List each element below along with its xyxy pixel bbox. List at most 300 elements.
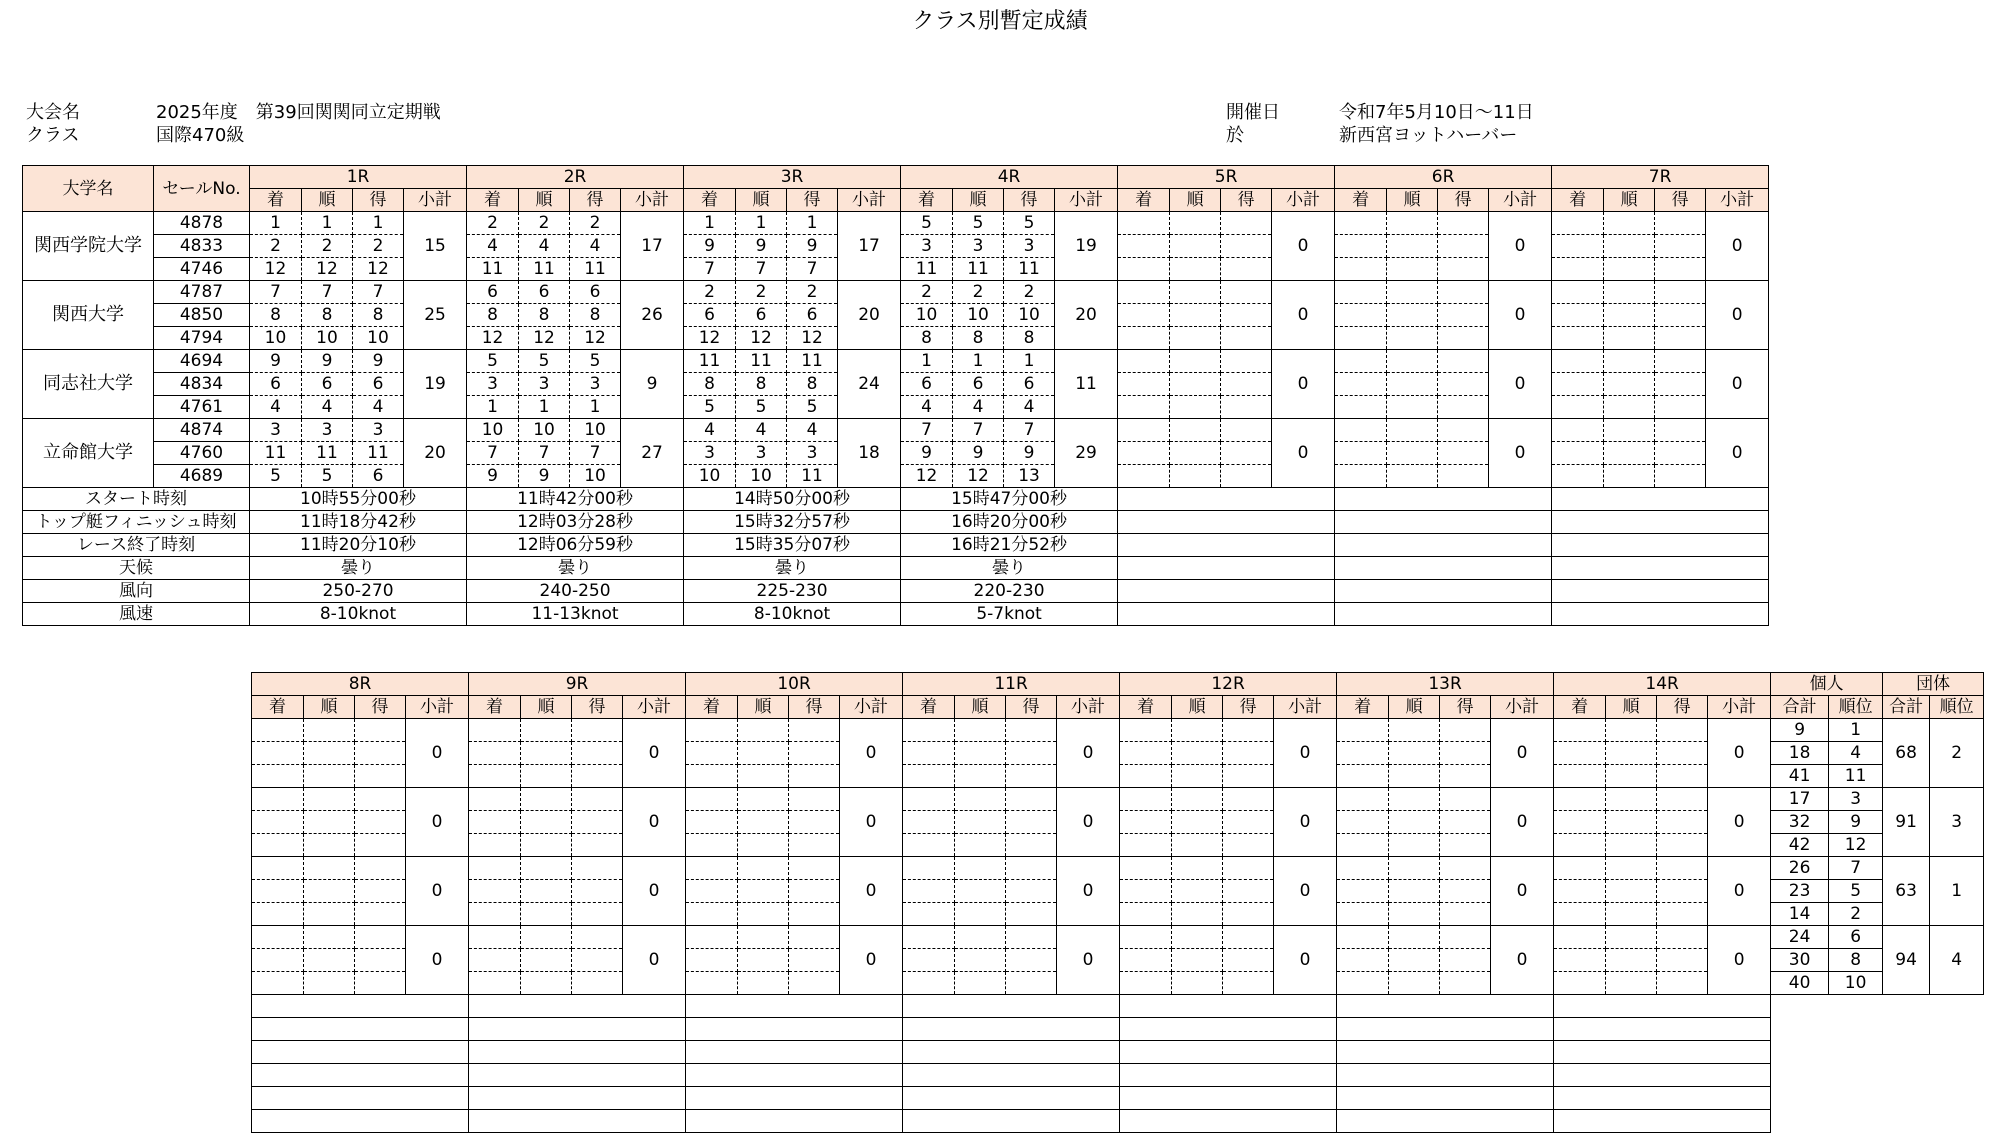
sub-header: 得 (1657, 696, 1708, 719)
race-score (572, 880, 623, 903)
race-score (1389, 926, 1440, 949)
sail-number: 4787 (154, 281, 250, 304)
race-score (1337, 857, 1389, 880)
race-subtotal: 27 (621, 419, 684, 488)
race-score (789, 742, 840, 765)
condition-value: 12時03分28秒 (467, 511, 684, 534)
race-score: 4 (787, 419, 838, 442)
condition-row (23, 534, 1769, 557)
race-score: 6 (953, 373, 1004, 396)
race-score (469, 811, 521, 834)
race-score (1118, 258, 1170, 281)
race-score (1438, 396, 1489, 419)
race-score (1604, 396, 1655, 419)
race-score (903, 765, 955, 788)
race-score (1223, 857, 1274, 880)
race-score (1655, 373, 1706, 396)
race-subtotal: 0 (1274, 788, 1337, 857)
race-score (1655, 258, 1706, 281)
race-score (1170, 327, 1221, 350)
sail-number: 4694 (154, 350, 250, 373)
race-score: 1 (953, 350, 1004, 373)
individual-header: 個人 (1771, 673, 1883, 696)
race-subtotal: 0 (1489, 419, 1552, 488)
race-score: 12 (353, 258, 404, 281)
race-score (1337, 834, 1389, 857)
race-score: 4 (519, 235, 570, 258)
race-score (1604, 235, 1655, 258)
race-score (304, 926, 355, 949)
race-subtotal: 0 (1272, 281, 1335, 350)
condition-value (1337, 1041, 1554, 1064)
class-value: 国際470級 (156, 125, 245, 146)
race-subtotal: 0 (623, 788, 686, 857)
sub-header: 得 (789, 696, 840, 719)
race-score: 1 (353, 212, 404, 235)
condition-value: 8-10knot (250, 603, 467, 626)
race-score (469, 972, 521, 995)
condition-value (1552, 488, 1769, 511)
race-score: 1 (787, 212, 838, 235)
race-score: 1 (467, 396, 519, 419)
table-row (23, 212, 1769, 235)
race-score (738, 949, 789, 972)
condition-value (1120, 1018, 1337, 1041)
race-score (1440, 880, 1491, 903)
race-score (1170, 396, 1221, 419)
race-score (1552, 258, 1604, 281)
race-subtotal: 0 (1706, 212, 1769, 281)
race-subtotal: 24 (838, 350, 901, 419)
race-score (1552, 350, 1604, 373)
blank-cell (1771, 1041, 1984, 1064)
race-score (304, 972, 355, 995)
race-score (1554, 949, 1606, 972)
race-score (1389, 811, 1440, 834)
race-score (1118, 396, 1170, 419)
race-score: 7 (736, 258, 787, 281)
condition-value: 15時47分00秒 (901, 488, 1118, 511)
race-score (1118, 465, 1170, 488)
race-score (686, 719, 738, 742)
sub-header: 順 (1604, 189, 1655, 212)
condition-value: 15時32分57秒 (684, 511, 901, 534)
race-subtotal: 26 (621, 281, 684, 350)
condition-value: 11時18分42秒 (250, 511, 467, 534)
condition-value (1552, 580, 1769, 603)
race-score (1554, 926, 1606, 949)
empty-condition-row (252, 1110, 1984, 1133)
condition-label: 風速 (23, 603, 250, 626)
race-score (469, 903, 521, 926)
race-score: 6 (570, 281, 621, 304)
blank-cell (1771, 1064, 1984, 1087)
race-score (1440, 949, 1491, 972)
race-score (1657, 742, 1708, 765)
race-score: 12 (787, 327, 838, 350)
race-score (1389, 719, 1440, 742)
race-score (1120, 719, 1172, 742)
race-score: 4 (250, 396, 302, 419)
race-score: 2 (787, 281, 838, 304)
race-score (1387, 258, 1438, 281)
race-score (789, 719, 840, 742)
empty-condition-row (252, 1064, 1984, 1087)
condition-value: 16時20分00秒 (901, 511, 1118, 534)
sub-header: 小計 (404, 189, 467, 212)
race-score (1389, 880, 1440, 903)
race-score (1604, 465, 1655, 488)
sub-header: 得 (1438, 189, 1489, 212)
individual-rank: 4 (1829, 742, 1883, 765)
race-score (1606, 857, 1657, 880)
race-score (469, 857, 521, 880)
race-score: 11 (736, 350, 787, 373)
race-score: 10 (250, 327, 302, 350)
event-value: 2025年度 第39回関関同立定期戦 (156, 102, 441, 123)
race-score (252, 972, 304, 995)
race-subtotal: 0 (1057, 857, 1120, 926)
race-score (1389, 903, 1440, 926)
condition-value (686, 1087, 903, 1110)
race-score (572, 949, 623, 972)
race-score (1440, 742, 1491, 765)
race-score (955, 742, 1006, 765)
race-subtotal: 0 (1708, 857, 1771, 926)
race-score (1006, 788, 1057, 811)
sail-number: 4834 (154, 373, 250, 396)
race-score (252, 742, 304, 765)
sail-number: 4874 (154, 419, 250, 442)
race-score (355, 811, 406, 834)
race-subtotal: 0 (1491, 788, 1554, 857)
race-score (1387, 373, 1438, 396)
sail-number: 4760 (154, 442, 250, 465)
race-score (1118, 419, 1170, 442)
race-score (1387, 442, 1438, 465)
sub-header: 着 (903, 696, 955, 719)
race-score: 6 (1004, 373, 1055, 396)
race-score (1120, 811, 1172, 834)
race-score (1170, 373, 1221, 396)
race-score (1438, 350, 1489, 373)
race-score: 4 (467, 235, 519, 258)
race-subtotal: 0 (840, 719, 903, 788)
race-score (1172, 811, 1223, 834)
condition-value (1120, 1110, 1337, 1133)
race-score (1606, 742, 1657, 765)
race-score: 3 (570, 373, 621, 396)
race-score (686, 903, 738, 926)
race-score: 3 (953, 235, 1004, 258)
condition-value (903, 1087, 1120, 1110)
sub-header: 着 (1335, 189, 1387, 212)
condition-value (1335, 557, 1552, 580)
race-score: 6 (519, 281, 570, 304)
race-score (1655, 442, 1706, 465)
condition-value (1120, 995, 1337, 1018)
blank-cell (1771, 1018, 1984, 1041)
race-score (1604, 350, 1655, 373)
table-row (23, 350, 1769, 373)
condition-value (1335, 511, 1552, 534)
race-score (1655, 350, 1706, 373)
race-header: 1R (250, 166, 467, 189)
race-score: 10 (570, 465, 621, 488)
condition-value (1120, 1064, 1337, 1087)
table-row (252, 719, 1984, 742)
race-score (1170, 258, 1221, 281)
race-header: 14R (1554, 673, 1771, 696)
race-score (686, 926, 738, 949)
race-score: 4 (684, 419, 736, 442)
race-score (1438, 212, 1489, 235)
condition-value (469, 1064, 686, 1087)
race-score (1657, 949, 1708, 972)
race-score: 4 (302, 396, 353, 419)
race-score (789, 903, 840, 926)
sail-number: 4833 (154, 235, 250, 258)
condition-value (1552, 534, 1769, 557)
individual-rank: 10 (1829, 972, 1883, 995)
race-score (955, 834, 1006, 857)
condition-value (1552, 511, 1769, 534)
sub-header: 小計 (623, 696, 686, 719)
race-score: 2 (684, 281, 736, 304)
condition-value: 5-7knot (901, 603, 1118, 626)
condition-value (1337, 1087, 1554, 1110)
race-score (1170, 281, 1221, 304)
race-score (469, 788, 521, 811)
condition-value: 250-270 (250, 580, 467, 603)
race-score (469, 742, 521, 765)
individual-total: 26 (1771, 857, 1829, 880)
sub-header: 順 (1606, 696, 1657, 719)
race-score (355, 857, 406, 880)
race-score: 11 (302, 442, 353, 465)
race-score (1655, 396, 1706, 419)
race-score (1170, 350, 1221, 373)
race-score: 5 (787, 396, 838, 419)
race-score: 4 (353, 396, 404, 419)
race-score (1438, 304, 1489, 327)
race-score (1172, 742, 1223, 765)
race-score (903, 880, 955, 903)
blank-cell (1771, 1087, 1984, 1110)
race-score (1223, 811, 1274, 834)
condition-value: 曇り (684, 557, 901, 580)
race-score (304, 788, 355, 811)
race-score (903, 834, 955, 857)
condition-value (1335, 580, 1552, 603)
race-score (1554, 972, 1606, 995)
sub-header: 得 (1440, 696, 1491, 719)
race-score (1223, 788, 1274, 811)
race-score (1552, 373, 1604, 396)
condition-value (686, 1018, 903, 1041)
race-score: 10 (736, 465, 787, 488)
race-score (738, 742, 789, 765)
race-score: 6 (736, 304, 787, 327)
race-score (955, 903, 1006, 926)
race-score (304, 880, 355, 903)
results-table-top (22, 165, 1769, 626)
race-score: 9 (353, 350, 404, 373)
condition-row (23, 488, 1769, 511)
condition-value (686, 1110, 903, 1133)
sub-header: 小計 (1055, 189, 1118, 212)
condition-value (686, 1041, 903, 1064)
race-subtotal: 0 (1491, 719, 1554, 788)
race-score: 8 (467, 304, 519, 327)
race-score (252, 788, 304, 811)
race-header: 10R (686, 673, 903, 696)
condition-value (252, 1087, 469, 1110)
class-label: クラス (26, 125, 80, 146)
race-score (955, 972, 1006, 995)
condition-value (252, 1041, 469, 1064)
condition-value (1118, 511, 1335, 534)
race-score (955, 949, 1006, 972)
condition-row (23, 511, 1769, 534)
race-score (1440, 972, 1491, 995)
individual-total: 42 (1771, 834, 1829, 857)
race-score (1552, 212, 1604, 235)
condition-label: 風向 (23, 580, 250, 603)
race-score: 12 (736, 327, 787, 350)
race-score (1006, 857, 1057, 880)
race-score: 3 (250, 419, 302, 442)
race-score (1387, 396, 1438, 419)
race-score (738, 719, 789, 742)
race-score (1337, 880, 1389, 903)
race-score (1120, 834, 1172, 857)
race-score (521, 742, 572, 765)
race-subtotal: 11 (1055, 350, 1118, 419)
race-score (1337, 742, 1389, 765)
race-score (304, 949, 355, 972)
race-score (1120, 949, 1172, 972)
race-score: 2 (736, 281, 787, 304)
race-score: 6 (353, 373, 404, 396)
sub-header: 小計 (1491, 696, 1554, 719)
race-score (1337, 949, 1389, 972)
race-score (572, 719, 623, 742)
condition-label: トップ艇フィニッシュ時刻 (23, 511, 250, 534)
race-score (686, 834, 738, 857)
race-score (1552, 327, 1604, 350)
race-score (1604, 258, 1655, 281)
race-score: 3 (353, 419, 404, 442)
sail-number: 4689 (154, 465, 250, 488)
team-rank: 3 (1930, 788, 1984, 857)
race-score (789, 972, 840, 995)
team-total-header: 合計 (1883, 696, 1930, 719)
race-score (1387, 419, 1438, 442)
race-score (1438, 373, 1489, 396)
team-rank: 1 (1930, 857, 1984, 926)
race-score (1389, 972, 1440, 995)
table-row (23, 419, 1769, 442)
race-score (738, 903, 789, 926)
race-score: 3 (901, 235, 953, 258)
individual-total: 40 (1771, 972, 1829, 995)
race-score (1221, 350, 1272, 373)
race-score (252, 719, 304, 742)
race-score (903, 926, 955, 949)
race-score: 10 (953, 304, 1004, 327)
race-subtotal: 0 (406, 788, 469, 857)
race-score (1006, 880, 1057, 903)
race-score: 8 (684, 373, 736, 396)
race-score: 7 (901, 419, 953, 442)
individual-rank: 5 (1829, 880, 1883, 903)
race-subtotal: 0 (1489, 281, 1552, 350)
race-score (789, 765, 840, 788)
race-score (1335, 465, 1387, 488)
race-score: 9 (1004, 442, 1055, 465)
race-score: 7 (353, 281, 404, 304)
race-score (355, 926, 406, 949)
race-score (1118, 442, 1170, 465)
race-score (955, 765, 1006, 788)
race-score (572, 834, 623, 857)
condition-value (903, 1041, 1120, 1064)
race-score (903, 719, 955, 742)
condition-value (1120, 1087, 1337, 1110)
race-score (1223, 972, 1274, 995)
race-score (1221, 442, 1272, 465)
sub-header: 得 (1655, 189, 1706, 212)
condition-value (469, 1110, 686, 1133)
race-score (355, 719, 406, 742)
race-score (521, 880, 572, 903)
race-score (1118, 304, 1170, 327)
condition-value (1118, 603, 1335, 626)
race-score: 9 (684, 235, 736, 258)
race-score (469, 926, 521, 949)
race-score (1120, 788, 1172, 811)
race-subtotal: 0 (840, 857, 903, 926)
race-score (1006, 926, 1057, 949)
individual-total-header: 合計 (1771, 696, 1829, 719)
individual-total: 18 (1771, 742, 1829, 765)
race-score (686, 788, 738, 811)
race-subtotal: 0 (1491, 926, 1554, 995)
race-score: 11 (353, 442, 404, 465)
race-score (1606, 949, 1657, 972)
race-score: 7 (570, 442, 621, 465)
race-score (1389, 765, 1440, 788)
race-score: 5 (901, 212, 953, 235)
race-score: 9 (953, 442, 1004, 465)
race-subtotal: 20 (1055, 281, 1118, 350)
race-score: 11 (787, 465, 838, 488)
race-subtotal: 0 (1706, 419, 1769, 488)
race-score: 4 (736, 419, 787, 442)
race-subtotal: 0 (1272, 419, 1335, 488)
race-score (1120, 880, 1172, 903)
event-label: 大会名 (26, 102, 80, 123)
race-score (1554, 765, 1606, 788)
race-score (1335, 350, 1387, 373)
race-score: 1 (250, 212, 302, 235)
race-score (1440, 903, 1491, 926)
race-score (738, 834, 789, 857)
race-score (1223, 903, 1274, 926)
race-score (521, 834, 572, 857)
sub-header: 得 (787, 189, 838, 212)
